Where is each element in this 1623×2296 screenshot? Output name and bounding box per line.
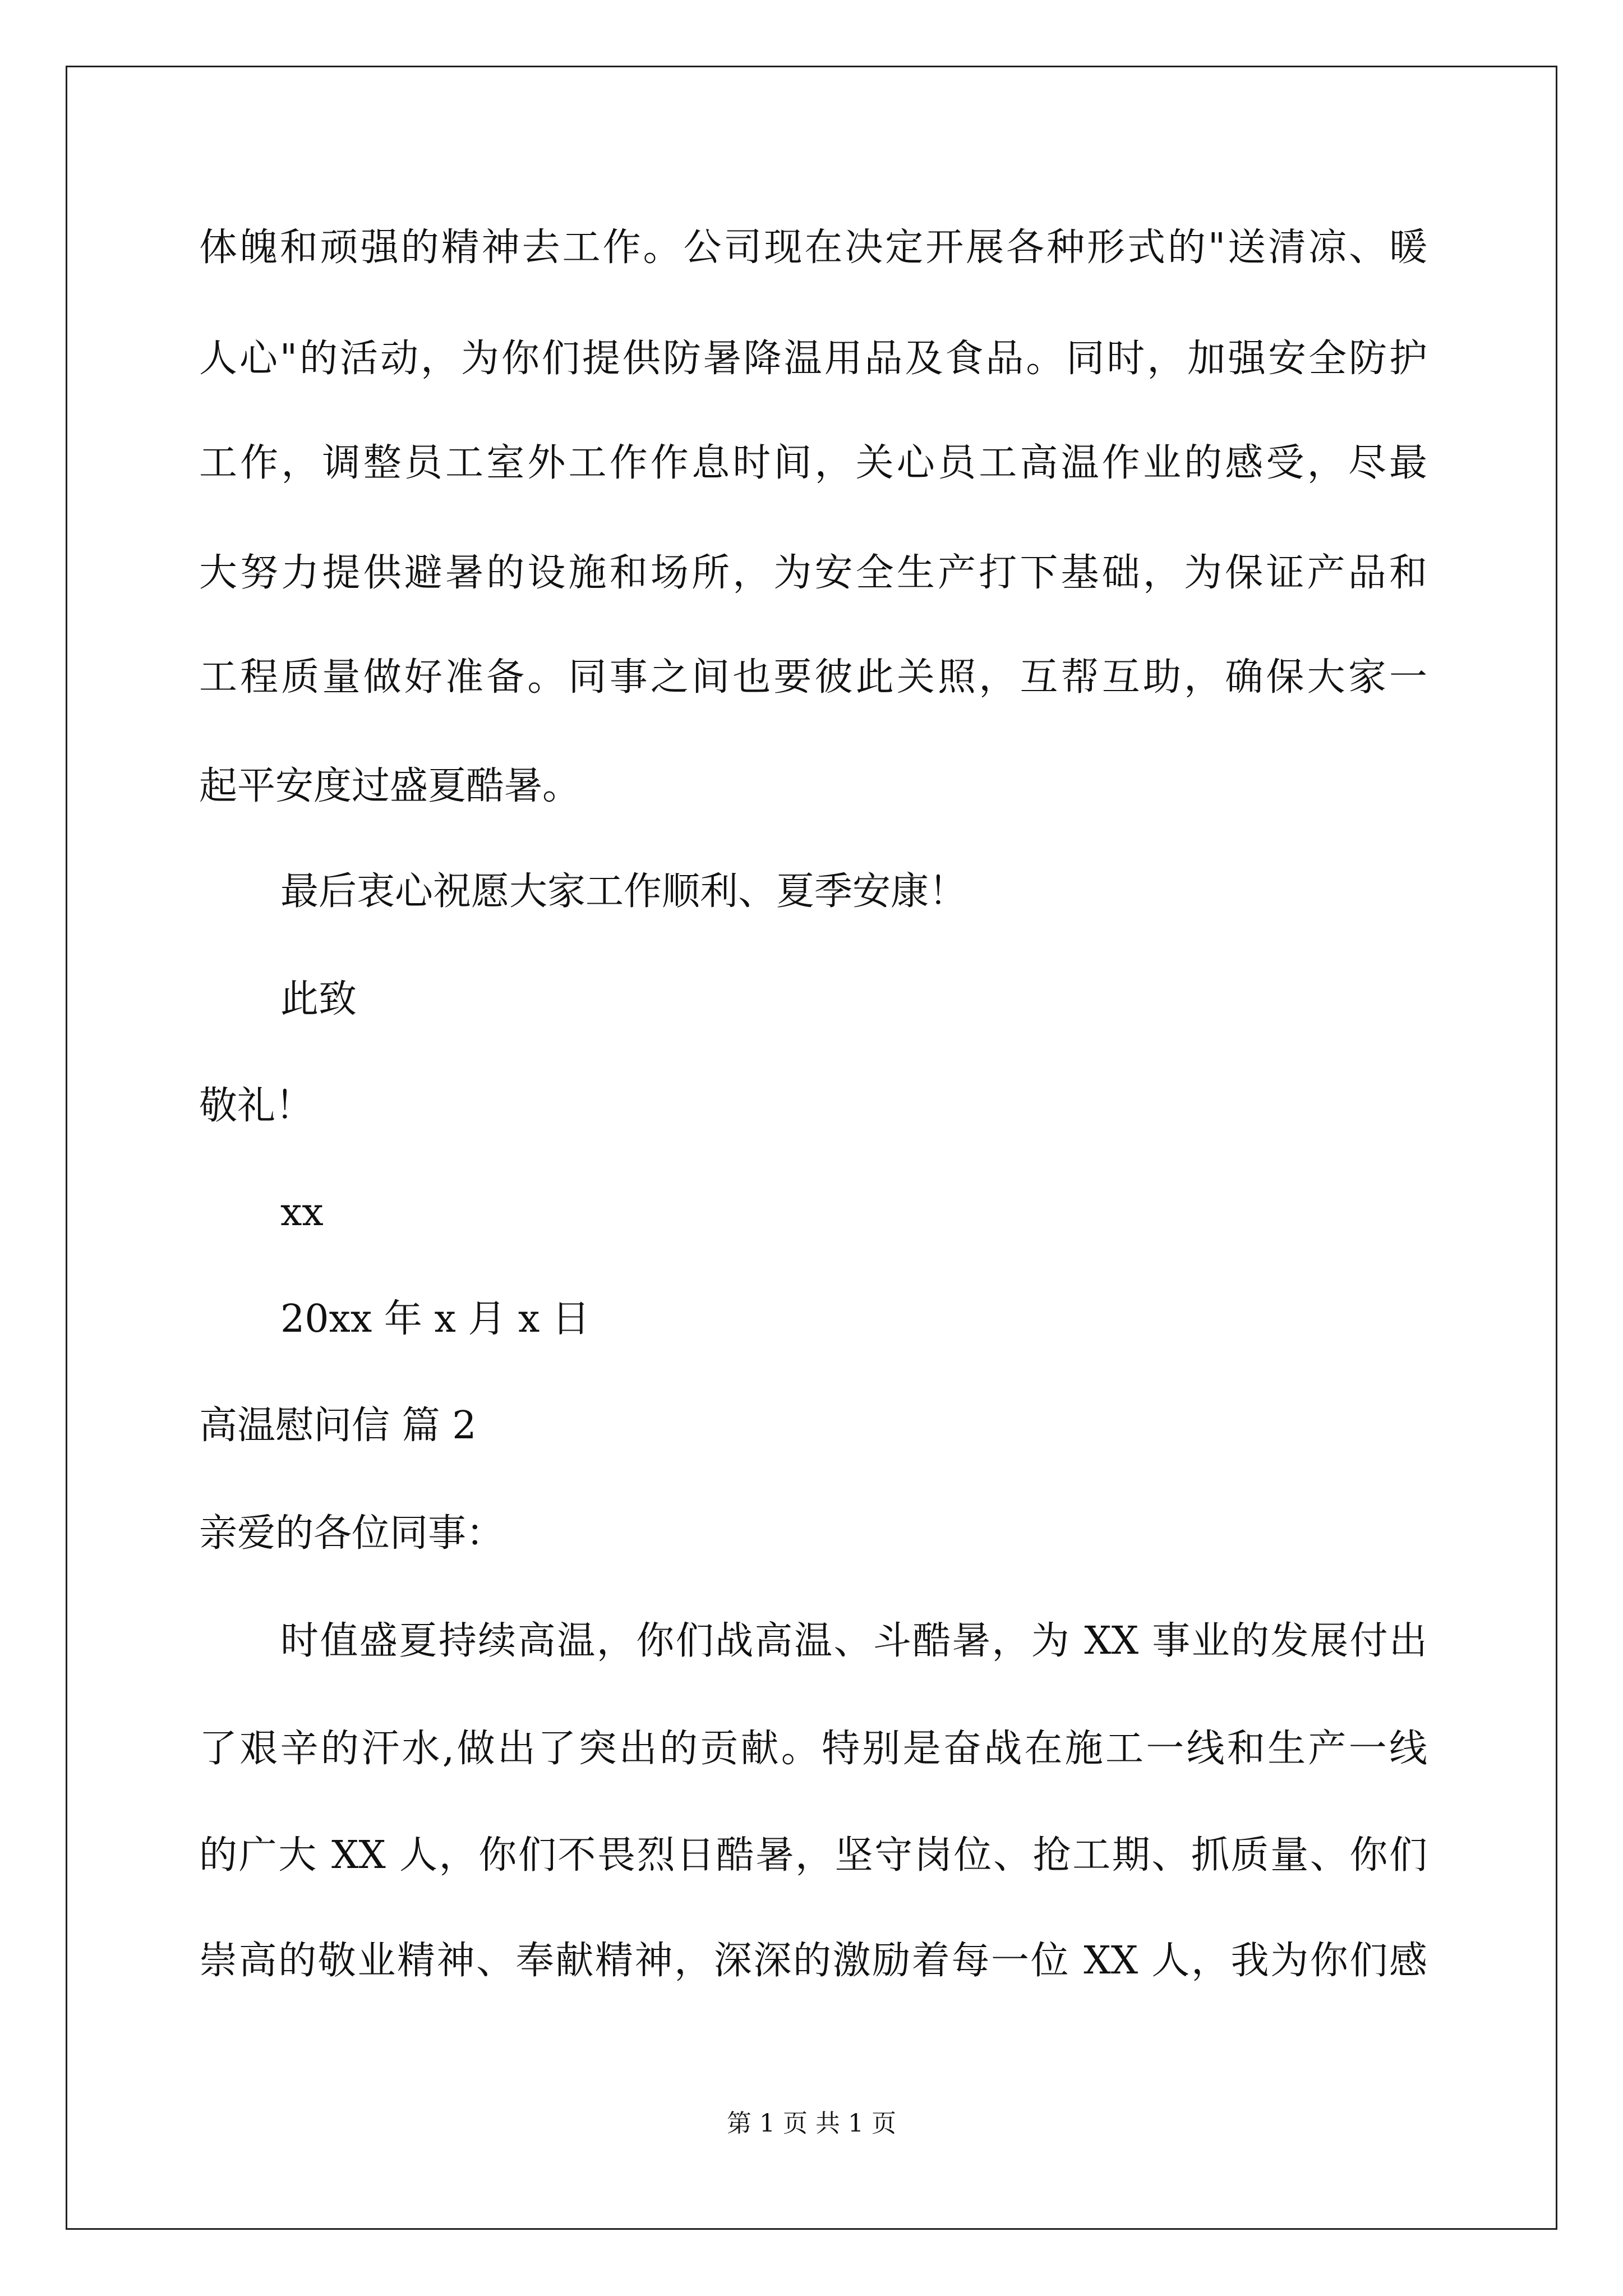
closing-respect: 敬礼！ bbox=[199, 1084, 314, 1128]
page-border bbox=[66, 66, 1557, 2230]
body-line-8: 了艰辛的汗水,做出了突出的贡献。特别是奋战在施工一线和生产一线 bbox=[199, 1727, 1427, 1771]
signature-date: 20xx 年 x 月 x 日 bbox=[280, 1297, 591, 1341]
signature-name: xx bbox=[280, 1190, 324, 1235]
body-line-10: 崇高的敬业精神、奉献精神，深深的激励着每一位 XX 人，我为你们感 bbox=[199, 1939, 1427, 1983]
body-line-7: 时值盛夏持续高温，你们战高温、斗酷暑，为 XX 事业的发展付出 bbox=[280, 1619, 1427, 1663]
body-line-4: 大努力提供避暑的设施和场所，为安全生产打下基础，为保证产品和 bbox=[199, 551, 1427, 595]
section-heading: 高温慰问信 篇 2 bbox=[199, 1404, 477, 1448]
body-line-5: 工程质量做好准备。同事之间也要彼此关照，互帮互助，确保大家一 bbox=[199, 655, 1427, 700]
body-line-9: 的广大 XX 人，你们不畏烈日酷暑，坚守岗位、抢工期、抓质量、你们 bbox=[199, 1833, 1427, 1878]
body-line-2: 人心"的活动，为你们提供防暑降温用品及食品。同时，加强安全防护 bbox=[199, 337, 1427, 381]
body-line-1: 体魄和顽强的精神去工作。公司现在决定开展各种形式的"送清凉、暖 bbox=[199, 226, 1427, 270]
body-line-6: 起平安度过盛夏酷暑。 bbox=[199, 764, 581, 808]
letter-greeting: 亲爱的各位同事： bbox=[199, 1511, 505, 1556]
page-footer: 第 1 页 共 1 页 bbox=[727, 2109, 896, 2138]
closing-salutation: 此致 bbox=[280, 977, 357, 1022]
closing-wish: 最后衷心祝愿大家工作顺利、夏季安康！ bbox=[280, 869, 967, 914]
body-line-3: 工作，调整员工室外工作作息时间，关心员工高温作业的感受，尽最 bbox=[199, 441, 1427, 485]
